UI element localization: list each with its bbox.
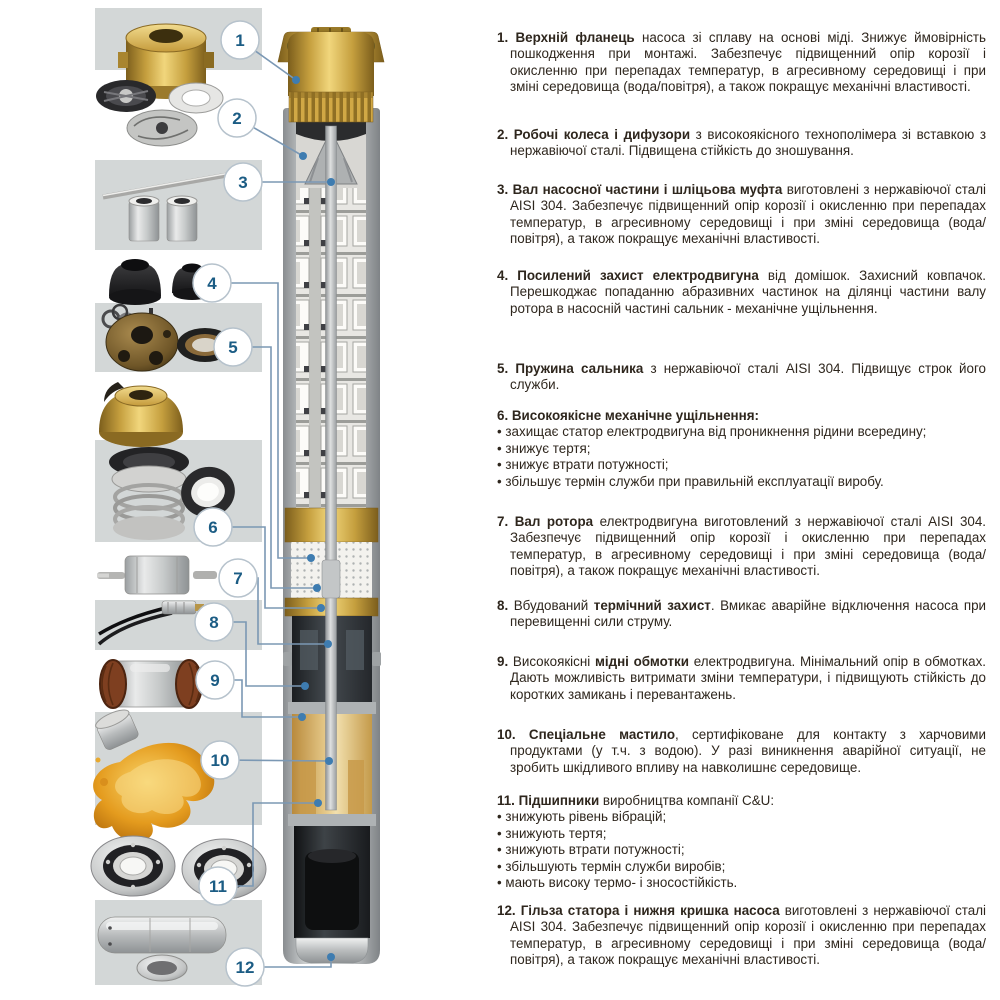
callout-dot-12 [327, 953, 335, 961]
description-item-9 [497, 654, 986, 703]
callout-number-3: 3 [238, 173, 248, 192]
description-text: 12. Гільза статора і нижня кришка насоса виготовлені з нержавіючої сталі AISI 304. Забезпечує підвищенний опір корозії і окисленню при перепадах температур, в агресивному середовищі і при зміні середовища (вода/повітря), а також покращує механічні властивості. [497, 903, 986, 968]
description-text: 6. Високоякісне механічне ущільнення: [497, 408, 759, 423]
callout-dot-2 [299, 152, 307, 160]
bullet-line: • збільшують термін служби виробів; [497, 858, 726, 874]
description-item-2 [497, 127, 986, 160]
item-number: 10. [497, 727, 529, 742]
item-number: 4. [497, 268, 518, 283]
description-item-4 [497, 268, 986, 317]
callout-number-1: 1 [235, 31, 245, 50]
part-photo-bearings [91, 836, 266, 899]
description-item-5 [497, 361, 986, 394]
callout-number-7: 7 [233, 569, 243, 588]
callout-dot-11 [314, 799, 322, 807]
description-text: 7. Вал ротора електродвигуна виготовлений з нержавіючої сталі AISI 304. Забезпечує підвищенний опір корозії і окисленню при перепадах температур, в агресивному середовищі і при зміні середовища (вода/повітря), а також покращує механічні властивості. [497, 514, 987, 579]
description-item-7 [497, 514, 986, 580]
bullet-line: • знижує тертя; [497, 440, 591, 456]
description-text: 2. Робочі колеса і дифузори з високоякісного технополімера зі вставкою з нержавіючої сталі. Підвищена стійкість до зношування. [497, 127, 986, 159]
description-item-12 [497, 903, 986, 969]
description-text: 10. Спеціальне мастило, сертифіковане для контакту з харчовими продуктами (у т.ч. з водою). У разі виникнення аварійної ситуації, не зробить шкідливого впливу на навколишнє середовище. [497, 727, 986, 775]
item-number: 8. [497, 598, 514, 613]
bullet-line: • знижують тертя; [497, 825, 607, 841]
descriptions [497, 0, 986, 1000]
description-item-11 [497, 793, 986, 891]
item-number: 3. [497, 182, 513, 197]
callout-number-4: 4 [207, 274, 217, 293]
item-number: 12. [497, 903, 521, 918]
description-item-3 [497, 182, 986, 248]
item-number: 7. [497, 514, 515, 529]
description-item-1 [497, 30, 986, 96]
bullet-line: • збільшує термін служби при правильній експлуатації виробу. [497, 473, 884, 489]
callout-dot-4 [307, 554, 315, 562]
callout-dot-1 [292, 76, 300, 84]
callout-dot-8 [301, 682, 309, 690]
description-text: 3. Вал насосної частини і шліцьова муфта виготовлені з нержавіючої сталі AISI 304. Забезпечує підвищенний опір корозії і окисленню при перепадах температур, в агресивному середовищі і при зміні середовища (вода/повітря), а також покращує механічні властивості. [497, 182, 986, 247]
bullet-line: • знижують втрати потужності; [497, 842, 685, 858]
bullet-line: • знижує втрати потужності; [497, 457, 669, 473]
callout-number-6: 6 [208, 518, 218, 537]
description-item-6 [497, 408, 986, 490]
part-photo-brass-cover [99, 382, 183, 447]
description-text: 8. Вбудований термічний захист. Вмикає аварійне відключення насоса при перевищенні сили струму. [497, 598, 987, 630]
callout-number-12: 12 [235, 958, 255, 977]
pump-cutaway-illustration [278, 27, 384, 964]
callout-dot-6 [317, 604, 325, 612]
description-text: 1. Верхній фланець насоса зі сплаву на основі міді. Знижує ймовірність пошкодження при монтажі. Забезпечує підвищенний опір корозії і окисленню при перепадах температур, в агресивному середовищі і при зміні середовища (вода/повітря), а також покращує механічні властивості. [497, 30, 986, 95]
description-text: 11. Підшипники виробництва компанії C&U: [497, 793, 775, 808]
bullet-line: • захищає статор електродвигуна від проникнення рідини всередину; [497, 424, 927, 440]
pump-diagram [0, 0, 470, 1000]
callout-number-5: 5 [228, 338, 238, 357]
callout-dot-5 [313, 584, 321, 592]
callout-number-10: 10 [210, 751, 230, 770]
item-number: 2. [497, 127, 514, 142]
part-photo-rotor-shaft [97, 556, 217, 594]
item-number: 1. [497, 30, 516, 45]
description-item-8 [497, 598, 986, 631]
item-number: 5. [497, 361, 516, 376]
callout-number-9: 9 [210, 671, 220, 690]
item-number: 6. [497, 408, 512, 423]
callout-number-8: 8 [209, 613, 219, 632]
description-item-10 [497, 727, 986, 776]
description-text: 4. Посилений захист електродвигуна від домішок. Захисний ковпачок. Перешкоджає попаданню абразивних частинок на ділянці частини валу ротора в насосній частині сальник - механічне ущільнення. [497, 268, 986, 316]
callout-dot-3 [327, 178, 335, 186]
item-number: 9. [497, 654, 513, 669]
description-text: 5. Пружина сальника з нержавіючої сталі AISI 304. Підвищує строк його служби. [497, 361, 986, 393]
bullet-line: • знижують рівень вібрацій; [497, 809, 667, 825]
callout-dot-7 [324, 640, 332, 648]
callout-dot-10 [325, 757, 333, 765]
callout-number-2: 2 [232, 109, 242, 128]
item-number: 11. [497, 793, 519, 808]
callout-number-11: 11 [209, 877, 227, 896]
bullet-line: • мають високу термо- і зносостійкість. [497, 875, 738, 891]
callout-dot-9 [298, 713, 306, 721]
part-photo-stator-winding [100, 660, 202, 708]
description-text: 9. Високоякісні мідні обмотки електродвигуна. Мінімальний опір в обмотках. Дають можливість витримати зміни температури, і підвищують стійкість до коротких замикань і перевантажень. [497, 654, 987, 702]
